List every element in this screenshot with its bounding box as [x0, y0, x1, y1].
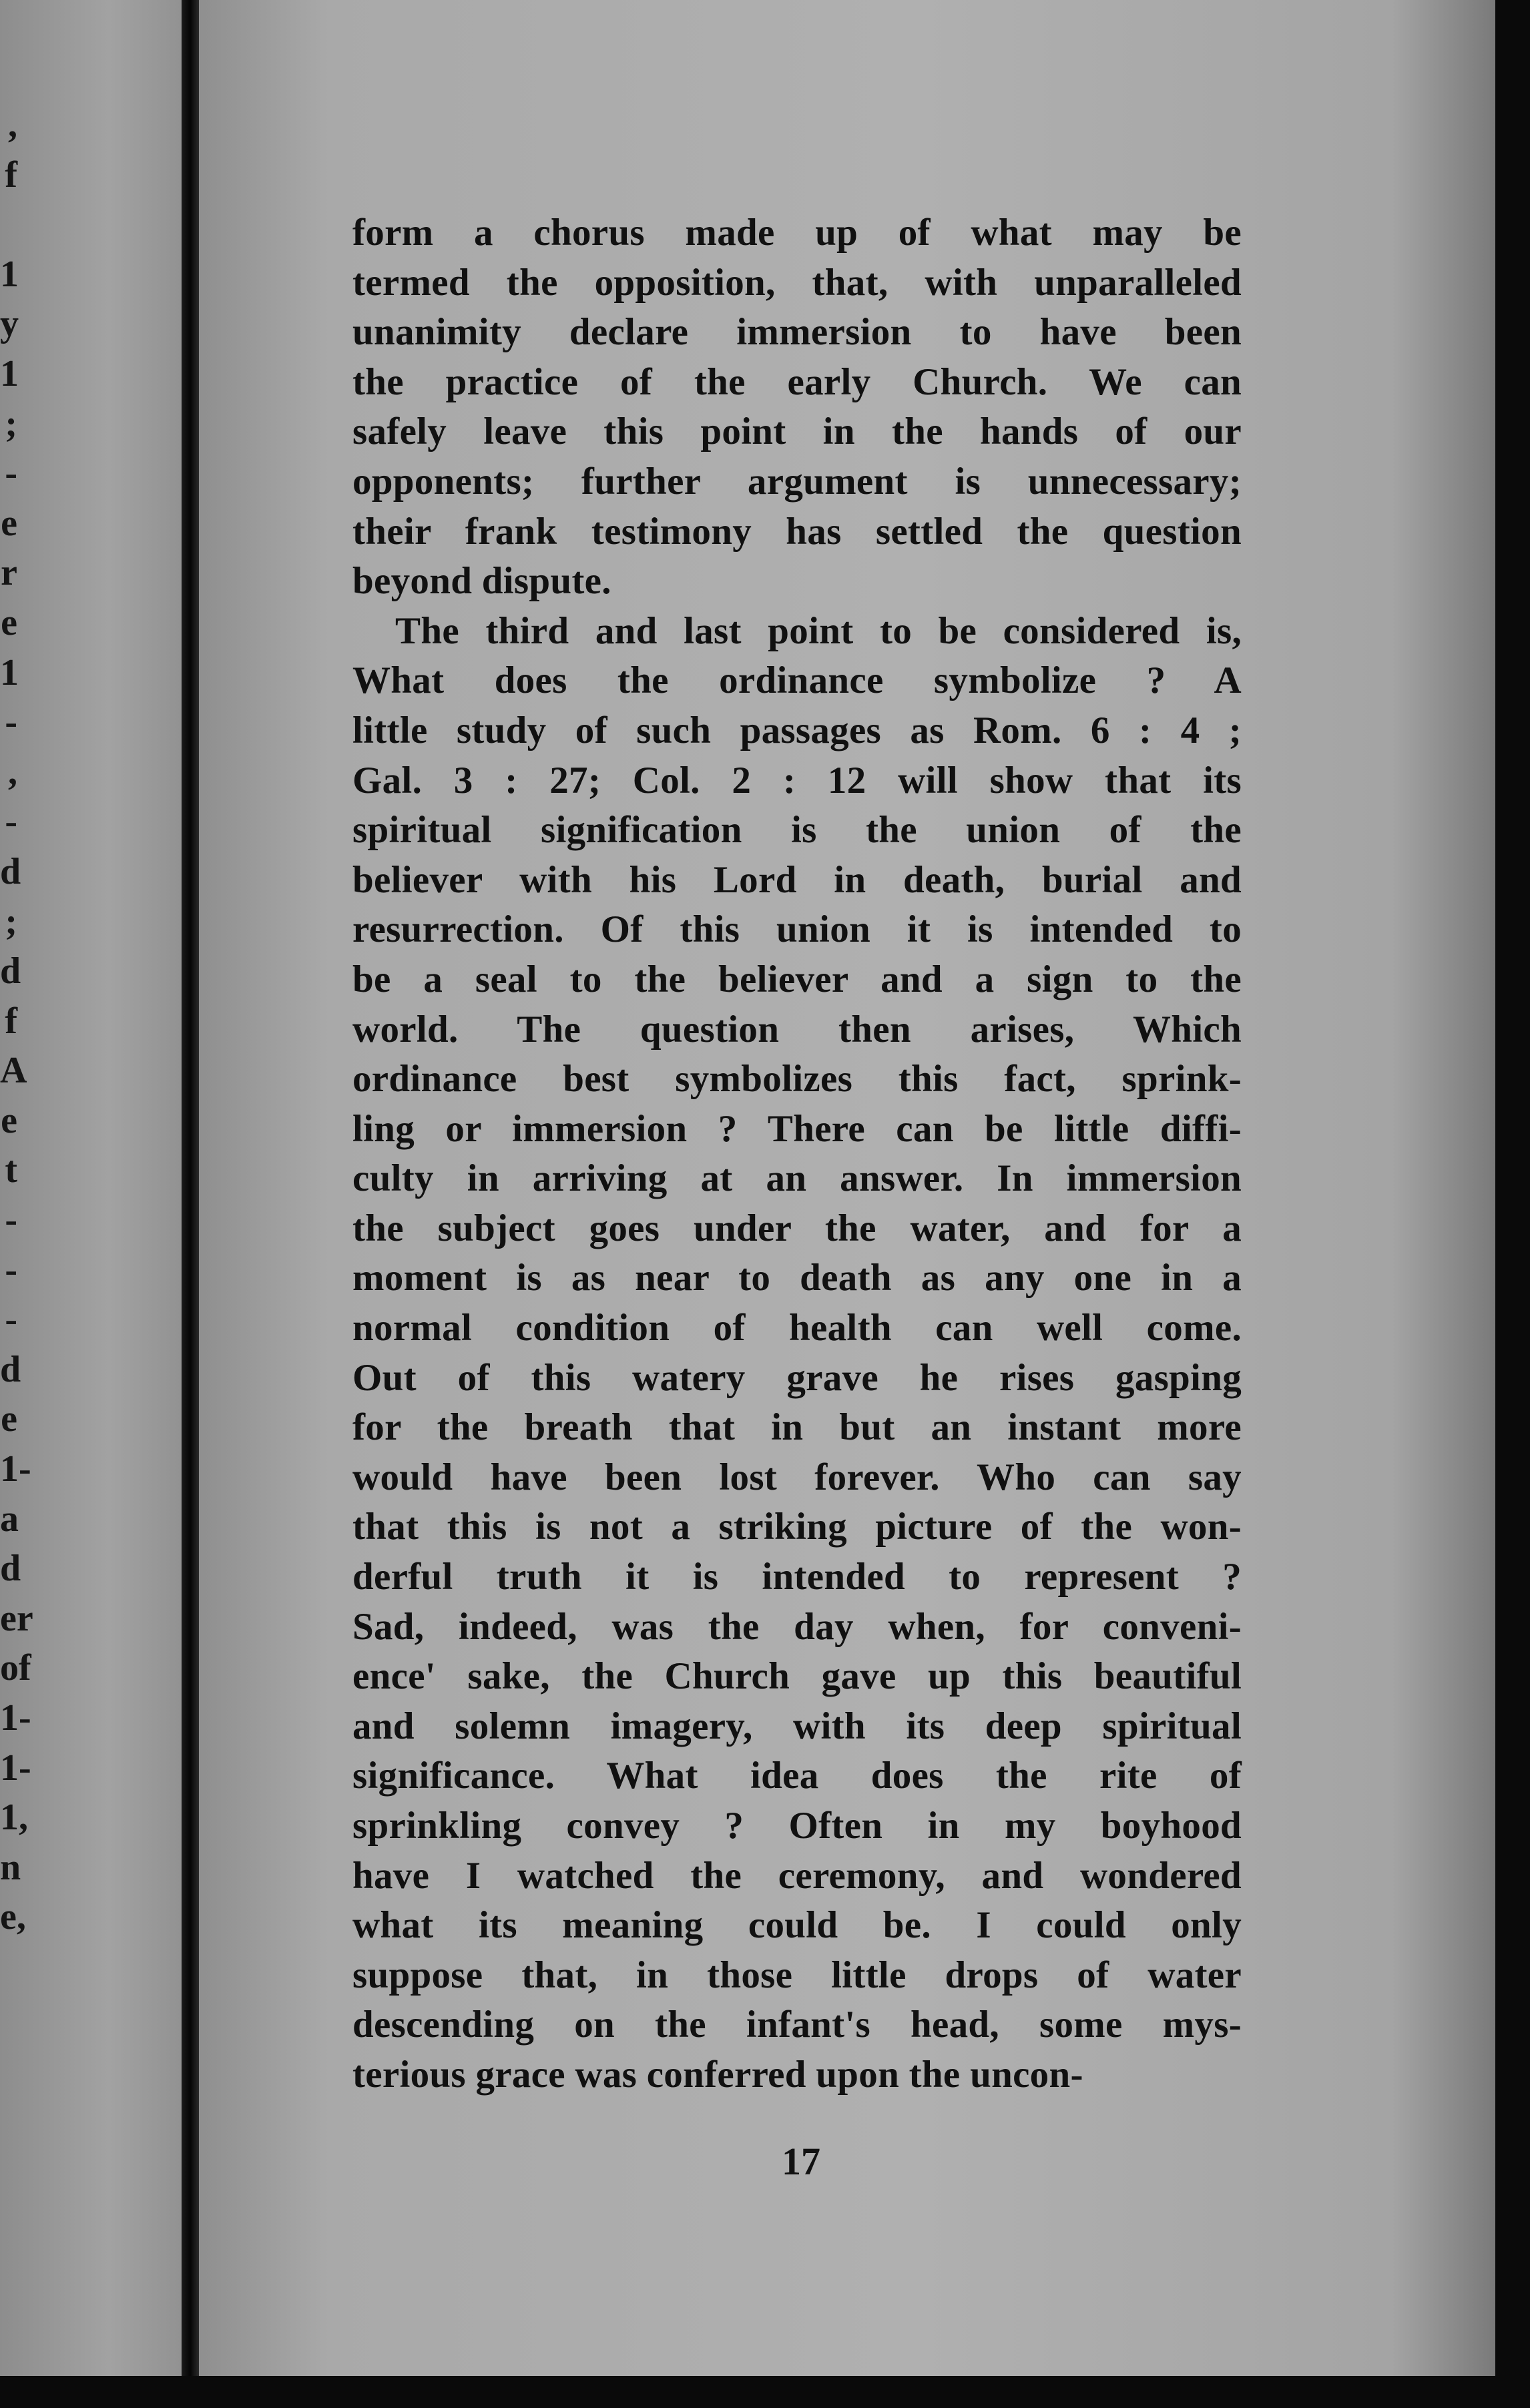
- text-line: form a chorus made up of what may be: [352, 212, 1242, 254]
- cut-text-fragment: a: [0, 1498, 19, 1540]
- paragraph: [352, 208, 1242, 607]
- book-gutter: [182, 0, 199, 2376]
- text-line: termed the opposition, that, with unparalleled: [352, 261, 1242, 304]
- text-line: the subject goes under the water, and for a: [352, 1207, 1242, 1249]
- cut-text-fragment: ,: [8, 104, 17, 145]
- text-line: be a seal to the believer and a sign to the: [352, 958, 1242, 1000]
- text-line: ence' sake, the Church gave up this beautiful: [352, 1655, 1242, 1698]
- cut-text-fragment: e: [1, 502, 17, 544]
- text-line: significance. What idea does the rite of: [352, 1755, 1242, 1797]
- text-line: have I watched the ceremony, and wondered: [352, 1854, 1242, 1897]
- text-line: for the breath that in but an instant more: [352, 1406, 1242, 1449]
- text-line: would have been lost forever. Who can say: [352, 1456, 1242, 1498]
- cut-text-fragment: -: [5, 453, 17, 495]
- cut-text-fragment: 1-: [0, 1448, 31, 1490]
- cut-text-fragment: y: [0, 303, 19, 345]
- text-line: sprinkling convey ? Often in my boyhood: [352, 1805, 1242, 1847]
- cut-text-fragment: n: [0, 1846, 21, 1888]
- text-line: suppose that, in those little drops of water: [352, 1953, 1242, 1996]
- text-line: and solemn imagery, with its deep spiritual: [352, 1705, 1242, 1747]
- cut-text-fragment: e,: [0, 1896, 26, 1938]
- text-line: normal condition of health can well come.: [352, 1307, 1242, 1349]
- text-line: little study of such passages as Rom. 6 : 4 ;: [352, 709, 1242, 751]
- text-line: derful truth it is intended to represent ?: [352, 1556, 1242, 1598]
- cut-text-fragment: r: [1, 552, 17, 594]
- text-line: What does the ordinance symbolize ? A: [352, 659, 1242, 702]
- text-line: the practice of the early Church. We can: [352, 360, 1242, 403]
- text-line: ordinance best symbolizes this fact, sprink-: [352, 1058, 1242, 1101]
- left-page-cut-text: [0, 100, 33, 1942]
- cut-text-fragment: d: [0, 1548, 21, 1590]
- text-line: The third and last point to be considered is,: [395, 609, 1242, 652]
- text-line: believer with his Lord in death, burial and: [352, 858, 1242, 901]
- cut-text-fragment: 1-: [0, 1697, 31, 1739]
- cut-text-fragment: e: [1, 1099, 17, 1141]
- cut-text-fragment: of: [0, 1647, 31, 1689]
- cut-text-fragment: ;: [5, 900, 17, 942]
- cut-text-fragment: -: [5, 1249, 17, 1291]
- cut-text-fragment: er: [0, 1597, 33, 1639]
- text-line: beyond dispute.: [352, 560, 611, 603]
- cut-text-fragment: -: [5, 1199, 17, 1241]
- cut-text-fragment: -: [5, 801, 17, 843]
- text-line: culty in arriving at an answer. In immersion: [352, 1157, 1242, 1200]
- text-line: unanimity declare immersion to have been: [352, 311, 1242, 354]
- cut-text-fragment: 1,: [0, 1797, 28, 1839]
- cut-text-fragment: 1: [0, 651, 19, 693]
- cut-text-fragment: d: [0, 1348, 21, 1390]
- cut-text-fragment: d: [0, 950, 21, 992]
- cut-text-fragment: 1: [0, 253, 19, 295]
- text-line: opponents; further argument is unnecessary;: [352, 460, 1242, 503]
- text-line: what its meaning could be. I could only: [352, 1904, 1242, 1947]
- cut-text-fragment: f: [5, 1000, 17, 1042]
- cut-text-fragment: A: [0, 1050, 27, 1092]
- cut-text-fragment: -: [5, 701, 17, 743]
- text-line: spiritual signification is the union of the: [352, 809, 1242, 852]
- body-text: [352, 208, 1242, 2100]
- page-number: 17: [782, 2140, 820, 2183]
- text-line: that this is not a striking picture of the won-: [352, 1506, 1242, 1548]
- cut-text-fragment: f: [5, 154, 17, 196]
- text-line: Gal. 3 : 27; Col. 2 : 12 will show that its: [352, 759, 1242, 802]
- text-line: safely leave this point in the hands of our: [352, 410, 1242, 453]
- text-line: their frank testimony has settled the question: [352, 510, 1242, 553]
- text-line: moment is as near to death as any one in a: [352, 1257, 1242, 1299]
- cut-text-fragment: 1: [0, 352, 19, 394]
- text-line: descending on the infant's head, some mys-: [352, 2004, 1242, 2046]
- cut-text-fragment: e: [1, 1398, 17, 1440]
- paragraph: [352, 607, 1242, 2100]
- cut-text-fragment: [0, 200, 17, 250]
- cut-text-fragment: d: [0, 850, 21, 892]
- cut-text-fragment: e: [1, 601, 17, 643]
- cut-text-fragment: t: [5, 1149, 17, 1191]
- cut-text-fragment: -: [5, 1299, 17, 1341]
- cut-text-fragment: ,: [8, 751, 17, 793]
- text-line: world. The question then arises, Which: [352, 1008, 1242, 1050]
- scan-border: [1495, 0, 1530, 2408]
- text-line: ling or immersion ? There can be little diffi-: [352, 1107, 1242, 1150]
- cut-text-fragment: 1-: [0, 1747, 31, 1789]
- left-page: [0, 0, 182, 2376]
- cut-text-fragment: ;: [5, 402, 17, 444]
- text-line: terious grace was conferred upon the uncon-: [352, 2053, 1083, 2096]
- text-line: Out of this watery grave he rises gasping: [352, 1356, 1242, 1399]
- text-line: resurrection. Of this union it is intended to: [352, 908, 1242, 951]
- text-line: Sad, indeed, was the day when, for conveni-: [352, 1605, 1242, 1648]
